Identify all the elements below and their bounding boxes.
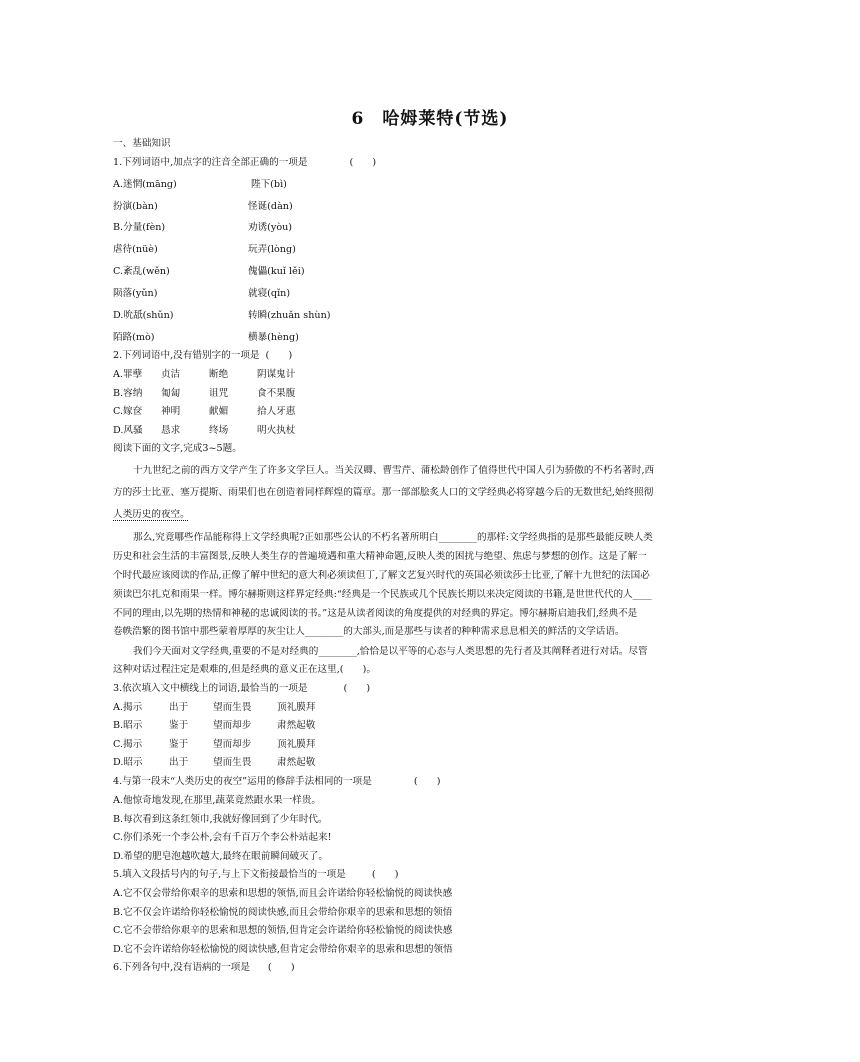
reading-intro: 阅读下面的文字,完成3~5题。 bbox=[113, 443, 242, 454]
passage-line bbox=[113, 509, 749, 521]
q5-option: A.它不仅会带给你艰辛的思索和思想的领悟,而且会许诺给你轻松愉悦的阅读快感 bbox=[113, 888, 453, 899]
question-6-stem: 6.下列各句中,没有语病的一项是 ( ) bbox=[113, 962, 295, 973]
q5-option: D.它不会许诺给你轻松愉悦的阅读快感,但肯定会带给你艰辛的思索和思想的领悟 bbox=[113, 944, 453, 955]
q1-option-row: B.分量(fèn) 劝诱(yòu) bbox=[113, 222, 293, 233]
passage-line: 那么,究竟哪些作品能称得上文学经典呢?正如那些公认的不朽名著所明白________的那样:文学经典指的是那些最能反映人类 bbox=[133, 532, 653, 543]
q1-option-row: 陌路(mò) 横暴(hèng) bbox=[113, 332, 299, 343]
q4-option: C.你们杀死一个李公朴,会有千百万个李公朴站起来! bbox=[113, 832, 332, 843]
q3-option-row: B.昭示 鉴于 望而却步 肃然起敬 bbox=[113, 720, 316, 731]
q1-option-row: A.迷惘(māng) 陛下(bì) bbox=[113, 179, 287, 190]
q3-option-row: D.昭示 出于 望而生畏 肃然起敬 bbox=[113, 757, 316, 768]
passage-line: 须读巴尔扎克和雨果一样。博尔赫斯则这样界定经典:“经典是一个民族或几个民族长期以来决定阅读的书籍,是世世代代的人____ bbox=[113, 589, 652, 600]
q5-option: C.它不会带给你艰辛的思索和思想的领悟,但肯定会许诺给你轻松愉悦的阅读快感 bbox=[113, 925, 453, 936]
question-1-stem: 1.下列词语中,加点字的注音全部正确的一项是 ( ) bbox=[113, 157, 377, 168]
passage-line: 方的莎士比亚、塞万提斯、雨果们也在创造着同样辉煌的篇章。那一部部脍炙人口的文学经典必将穿越今后的无数世纪,始终照彻 bbox=[113, 487, 654, 498]
question-3-stem: 3.依次填入文中横线上的词语,最恰当的一项是 ( ) bbox=[113, 683, 371, 694]
passage-line: 个时代最应该阅读的作品,正像了解中世纪的意大利必须读但丁,了解文艺复兴时代的英国必须读莎士比亚,了解十九世纪的法国必 bbox=[113, 570, 650, 581]
question-4-stem: 4.与第一段末“人类历史的夜空”运用的修辞手法相同的一项是 ( ) bbox=[113, 776, 441, 787]
passage-line: 十九世纪之前的西方文学产生了许多文学巨人。当关汉卿、曹雪芹、蒲松龄创作了值得世代中国人引为骄傲的不朽名著时,西 bbox=[133, 465, 655, 476]
q1-option-row: 陨落(yǔn) 就寝(qǐn) bbox=[113, 288, 291, 299]
passage-line: 我们今天面对文学经典,重要的不是对经典的________,恰恰是以平等的心态与人类思想的先行者及其阐释者进行对话。尽管 bbox=[133, 646, 648, 657]
title-number: 6 bbox=[351, 109, 365, 129]
q2-option-row: A.罪孽 贞洁 断绝 阴谋鬼计 bbox=[113, 369, 296, 380]
q5-option: B.它不仅会许诺给你轻松愉悦的阅读快感,而且会带给你艰辛的思索和思想的领悟 bbox=[113, 907, 453, 918]
q2-option-row: D.风骚 恳求 终场 明火执杖 bbox=[113, 425, 296, 436]
q1-option-row: 扮演(bàn) 怪诞(dàn) bbox=[113, 201, 293, 212]
q4-option: D.希望的肥皂泡越吹越大,最终在眼前瞬间破灭了。 bbox=[113, 851, 328, 862]
q1-option-row: C.紊乱(wěn) 傀儡(kuǐ lěi) bbox=[113, 266, 305, 277]
passage-line: 卷帙浩繁的图书馆中那些蒙着厚厚的灰尘让人________的大部头,而是那些与读者的种种需求息息相关的鲜活的文学话语。 bbox=[113, 626, 625, 637]
section-heading: 一、基础知识 bbox=[113, 138, 171, 149]
passage-line: 不同的理由,以先期的热情和神秘的忠诚阅读的书。”这是从读者阅读的角度提供的对经典的界定。博尔赫斯启迪我们,经典不是 bbox=[113, 608, 638, 619]
passage-line: 历史和社会生活的丰富图景,反映人类生存的普遍境遇和重大精神命题,反映人类的困扰与绝望、焦虑与梦想的创作。这是了解一 bbox=[113, 551, 647, 562]
page-title bbox=[0, 104, 860, 129]
q3-option-row: C.揭示 鉴于 望而却步 顶礼膜拜 bbox=[113, 739, 316, 750]
question-2-stem: 2.下列词语中,没有错别字的一项是 ( ) bbox=[113, 350, 293, 361]
q2-option-row: B.容纳 匍匐 诅咒 食不果腹 bbox=[113, 388, 296, 399]
rhetoric-phrase: 人类历史的夜空。 bbox=[113, 509, 190, 520]
q4-option: A.他惊奇地发现,在那里,蔬菜竟然跟水果一样贵。 bbox=[113, 795, 321, 806]
question-5-stem: 5.填入文段括号内的句子,与上下文衔接最恰当的一项是 ( ) bbox=[113, 869, 399, 880]
q1-option-row: D.吮舐(shǔn) 转瞬(zhuǎn shùn) bbox=[113, 310, 331, 321]
title-text: 哈姆莱特(节选) bbox=[382, 109, 509, 129]
q1-option-row: 虐待(nüè) 玩弄(lòng) bbox=[113, 244, 296, 255]
q2-option-row: C.嫁奁 神明 献媚 拾人牙惠 bbox=[113, 406, 296, 417]
q4-option: B.每次看到这条红领巾,我就好像回到了少年时代。 bbox=[113, 814, 328, 825]
passage-line: 这种对话过程注定是艰难的,但是经典的意义正在这里,( )。 bbox=[113, 664, 377, 675]
q3-option-row: A.揭示 出于 望而生畏 顶礼膜拜 bbox=[113, 702, 316, 713]
